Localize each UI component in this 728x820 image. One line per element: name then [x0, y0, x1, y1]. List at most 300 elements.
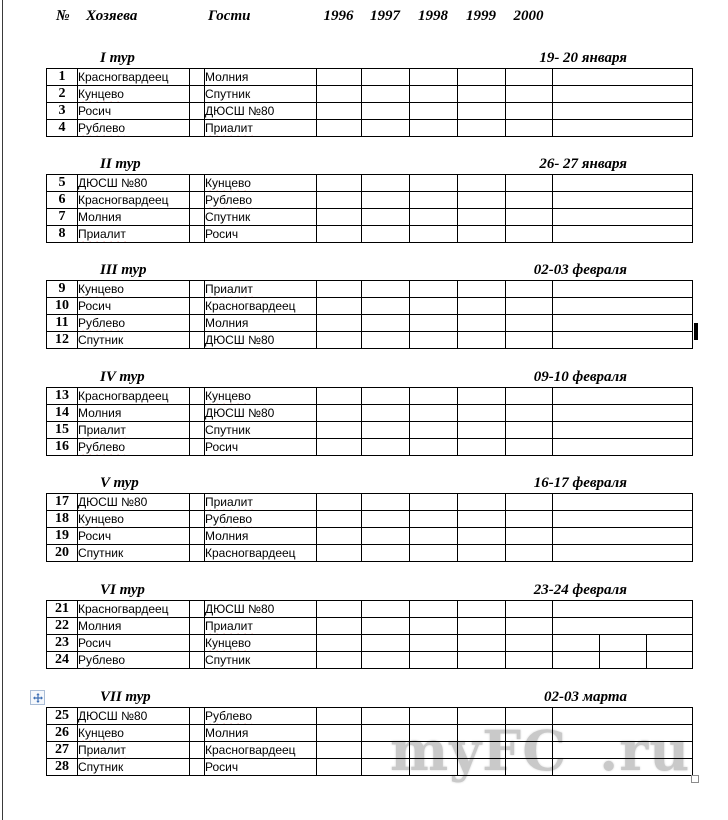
match-number[interactable]: 21 [47, 601, 78, 618]
guest-team-cell[interactable] [205, 103, 317, 120]
result-cell[interactable] [506, 388, 553, 405]
result-cell[interactable] [317, 175, 362, 192]
spacer-cell[interactable] [190, 209, 205, 226]
guest-team-cell[interactable] [205, 209, 317, 226]
guest-team-cell[interactable] [205, 439, 317, 456]
header-year-2000: 2000 [513, 8, 544, 24]
host-team-cell[interactable] [78, 618, 190, 635]
result-cell[interactable] [362, 511, 410, 528]
result-cell[interactable] [317, 511, 362, 528]
host-team-cell[interactable] [78, 226, 190, 243]
result-cell[interactable] [600, 652, 647, 669]
match-number[interactable]: 13 [47, 388, 78, 405]
result-cell[interactable] [506, 494, 553, 511]
guest-team-cell[interactable] [205, 226, 317, 243]
result-cell[interactable] [362, 298, 410, 315]
host-team-cell[interactable] [78, 315, 190, 332]
result-cell[interactable] [362, 388, 410, 405]
notes-cell[interactable] [553, 315, 693, 332]
host-team-cell[interactable] [78, 69, 190, 86]
result-cell[interactable] [506, 439, 553, 456]
result-cell[interactable] [458, 405, 506, 422]
spacer-cell[interactable] [190, 511, 205, 528]
guest-team-cell[interactable] [205, 175, 317, 192]
host-team-cell[interactable] [78, 298, 190, 315]
result-cell[interactable] [506, 601, 553, 618]
match-number[interactable]: 17 [47, 494, 78, 511]
match-number[interactable]: 26 [47, 725, 78, 742]
result-cell[interactable] [600, 635, 647, 652]
result-cell[interactable] [362, 332, 410, 349]
result-cell[interactable] [458, 494, 506, 511]
spacer-cell[interactable] [190, 742, 205, 759]
result-cell[interactable] [410, 192, 458, 209]
spacer-cell[interactable] [190, 388, 205, 405]
guest-team-cell[interactable] [205, 332, 317, 349]
result-cell[interactable] [506, 226, 553, 243]
result-cell[interactable] [458, 69, 506, 86]
guest-team-cell[interactable] [205, 281, 317, 298]
result-cell[interactable] [317, 601, 362, 618]
guest-team-cell[interactable] [205, 601, 317, 618]
result-cell[interactable] [506, 528, 553, 545]
result-cell[interactable] [317, 69, 362, 86]
result-cell[interactable] [410, 298, 458, 315]
notes-cell[interactable] [553, 103, 693, 120]
result-cell[interactable] [410, 226, 458, 243]
result-cell[interactable] [362, 281, 410, 298]
host-team-cell[interactable] [78, 439, 190, 456]
result-cell[interactable] [317, 545, 362, 562]
result-cell[interactable] [410, 69, 458, 86]
result-cell[interactable] [410, 388, 458, 405]
result-cell[interactable] [317, 120, 362, 137]
match-number[interactable]: 7 [47, 209, 78, 226]
guest-team-cell[interactable] [205, 618, 317, 635]
result-cell[interactable] [458, 86, 506, 103]
notes-cell[interactable] [553, 528, 693, 545]
result-cell[interactable] [410, 528, 458, 545]
result-cell[interactable] [458, 652, 506, 669]
result-cell[interactable] [410, 601, 458, 618]
match-number[interactable]: 23 [47, 635, 78, 652]
notes-cell[interactable] [553, 405, 693, 422]
result-cell[interactable] [410, 332, 458, 349]
notes-cell[interactable] [553, 388, 693, 405]
result-cell[interactable] [458, 103, 506, 120]
match-number[interactable]: 9 [47, 281, 78, 298]
result-cell[interactable] [362, 120, 410, 137]
spacer-cell[interactable] [190, 759, 205, 776]
notes-cell[interactable] [553, 439, 693, 456]
notes-cell[interactable] [553, 511, 693, 528]
result-cell[interactable] [317, 618, 362, 635]
result-cell[interactable] [410, 175, 458, 192]
host-team-cell[interactable] [78, 422, 190, 439]
match-number[interactable]: 15 [47, 422, 78, 439]
spacer-cell[interactable] [190, 120, 205, 137]
match-number[interactable]: 18 [47, 511, 78, 528]
result-cell[interactable] [458, 545, 506, 562]
match-number[interactable]: 2 [47, 86, 78, 103]
result-cell[interactable] [410, 618, 458, 635]
notes-cell[interactable] [553, 601, 693, 618]
result-cell[interactable] [506, 708, 553, 725]
result-cell[interactable] [506, 511, 553, 528]
notes-cell[interactable] [553, 545, 693, 562]
result-cell[interactable] [362, 652, 410, 669]
result-cell[interactable] [317, 528, 362, 545]
result-cell[interactable] [362, 175, 410, 192]
result-cell[interactable] [458, 226, 506, 243]
result-cell[interactable] [362, 315, 410, 332]
result-cell[interactable] [410, 405, 458, 422]
host-team-cell[interactable] [78, 86, 190, 103]
result-cell[interactable] [458, 175, 506, 192]
spacer-cell[interactable] [190, 332, 205, 349]
result-cell[interactable] [410, 103, 458, 120]
result-cell[interactable] [458, 332, 506, 349]
result-cell[interactable] [362, 494, 410, 511]
result-cell[interactable] [458, 298, 506, 315]
host-team-cell[interactable] [78, 209, 190, 226]
result-cell[interactable] [647, 635, 693, 652]
result-cell[interactable] [317, 422, 362, 439]
guest-team-cell[interactable] [205, 725, 317, 742]
result-cell[interactable] [506, 192, 553, 209]
result-cell[interactable] [317, 494, 362, 511]
guest-team-cell[interactable] [205, 315, 317, 332]
result-cell[interactable] [458, 528, 506, 545]
result-cell[interactable] [458, 120, 506, 137]
guest-team-cell[interactable] [205, 511, 317, 528]
result-cell[interactable] [506, 742, 553, 759]
result-cell[interactable] [647, 652, 693, 669]
result-cell[interactable] [362, 69, 410, 86]
result-cell[interactable] [362, 422, 410, 439]
spacer-cell[interactable] [190, 422, 205, 439]
host-team-cell[interactable] [78, 192, 190, 209]
result-cell[interactable] [362, 439, 410, 456]
result-cell[interactable] [317, 298, 362, 315]
result-cell[interactable] [506, 618, 553, 635]
result-cell[interactable] [458, 742, 506, 759]
guest-team-cell[interactable] [205, 759, 317, 776]
notes-cell[interactable] [553, 298, 693, 315]
match-number[interactable]: 25 [47, 708, 78, 725]
guest-team-cell[interactable] [205, 120, 317, 137]
result-cell[interactable] [410, 545, 458, 562]
notes-cell[interactable] [553, 332, 693, 349]
notes-cell[interactable] [553, 759, 693, 776]
guest-team-cell[interactable] [205, 298, 317, 315]
result-cell[interactable] [317, 708, 362, 725]
host-team-cell[interactable] [78, 281, 190, 298]
result-cell[interactable] [317, 332, 362, 349]
result-cell[interactable] [506, 725, 553, 742]
host-team-cell[interactable] [78, 405, 190, 422]
notes-cell[interactable] [553, 725, 693, 742]
result-cell[interactable] [506, 405, 553, 422]
guest-team-name: ДЮСШ №80 [205, 602, 275, 616]
result-cell[interactable] [458, 635, 506, 652]
result-cell[interactable] [362, 226, 410, 243]
host-team-cell[interactable] [78, 494, 190, 511]
guest-team-cell[interactable] [205, 192, 317, 209]
spacer-cell[interactable] [190, 601, 205, 618]
result-cell[interactable] [317, 759, 362, 776]
result-cell[interactable] [317, 725, 362, 742]
spacer-cell[interactable] [190, 635, 205, 652]
result-cell[interactable] [506, 175, 553, 192]
match-number[interactable]: 3 [47, 103, 78, 120]
spacer-cell[interactable] [190, 175, 205, 192]
notes-cell[interactable] [553, 422, 693, 439]
notes-cell[interactable] [553, 175, 693, 192]
host-team-cell[interactable] [78, 708, 190, 725]
host-team-cell[interactable] [78, 601, 190, 618]
spacer-cell[interactable] [190, 405, 205, 422]
result-cell[interactable] [410, 635, 458, 652]
match-row [47, 192, 693, 209]
result-cell[interactable] [317, 86, 362, 103]
host-team-cell[interactable] [78, 511, 190, 528]
result-cell[interactable] [362, 725, 410, 742]
result-cell[interactable] [458, 725, 506, 742]
match-number[interactable]: 24 [47, 652, 78, 669]
match-number[interactable]: 12 [47, 332, 78, 349]
match-number[interactable]: 1 [47, 69, 78, 86]
result-cell[interactable] [458, 388, 506, 405]
result-cell[interactable] [458, 759, 506, 776]
match-number[interactable]: 20 [47, 545, 78, 562]
result-cell[interactable] [506, 422, 553, 439]
host-team-cell[interactable] [78, 759, 190, 776]
result-cell[interactable] [458, 511, 506, 528]
host-team-cell[interactable] [78, 652, 190, 669]
match-number[interactable]: 8 [47, 226, 78, 243]
result-cell[interactable] [458, 422, 506, 439]
table-move-handle-icon[interactable] [30, 690, 45, 705]
result-cell[interactable] [458, 439, 506, 456]
host-team-cell[interactable] [78, 175, 190, 192]
result-cell[interactable] [362, 742, 410, 759]
host-team-cell[interactable] [78, 388, 190, 405]
result-cell[interactable] [317, 281, 362, 298]
result-cell[interactable] [317, 742, 362, 759]
result-cell[interactable] [506, 652, 553, 669]
spacer-cell[interactable] [190, 725, 205, 742]
host-team-cell[interactable] [78, 103, 190, 120]
match-row [47, 86, 693, 103]
guest-team-cell[interactable] [205, 652, 317, 669]
notes-cell[interactable] [553, 742, 693, 759]
guest-team-name: Спутник [205, 653, 251, 667]
match-number[interactable]: 28 [47, 759, 78, 776]
result-cell[interactable] [458, 209, 506, 226]
notes-cell[interactable] [553, 281, 693, 298]
guest-team-cell[interactable] [205, 635, 317, 652]
guest-team-name: ДЮСШ №80 [205, 104, 275, 118]
spacer-cell[interactable] [190, 226, 205, 243]
match-number[interactable]: 6 [47, 192, 78, 209]
result-cell[interactable] [362, 528, 410, 545]
result-cell[interactable] [410, 120, 458, 137]
match-number[interactable]: 16 [47, 439, 78, 456]
guest-team-cell[interactable] [205, 422, 317, 439]
result-cell[interactable] [362, 192, 410, 209]
result-cell[interactable] [410, 281, 458, 298]
result-cell[interactable] [317, 652, 362, 669]
result-cell[interactable] [506, 281, 553, 298]
header-year-1997: 1997 [370, 8, 400, 24]
result-cell[interactable] [362, 86, 410, 103]
match-number[interactable]: 10 [47, 298, 78, 315]
result-cell[interactable] [458, 281, 506, 298]
result-cell[interactable] [553, 652, 600, 669]
guest-team-cell[interactable] [205, 494, 317, 511]
spacer-cell[interactable] [190, 439, 205, 456]
notes-cell[interactable] [553, 708, 693, 725]
result-cell[interactable] [553, 635, 600, 652]
result-cell[interactable] [410, 652, 458, 669]
spacer-cell[interactable] [190, 528, 205, 545]
result-cell[interactable] [506, 635, 553, 652]
host-team-cell[interactable] [78, 742, 190, 759]
host-team-cell[interactable] [78, 120, 190, 137]
result-cell[interactable] [317, 405, 362, 422]
result-cell[interactable] [317, 439, 362, 456]
spacer-cell[interactable] [190, 652, 205, 669]
result-cell[interactable] [317, 315, 362, 332]
match-number[interactable]: 14 [47, 405, 78, 422]
result-cell[interactable] [362, 708, 410, 725]
match-number[interactable]: 11 [47, 315, 78, 332]
result-cell[interactable] [362, 635, 410, 652]
result-cell[interactable] [458, 618, 506, 635]
spacer-cell[interactable] [190, 298, 205, 315]
result-cell[interactable] [362, 618, 410, 635]
guest-team-cell[interactable] [205, 405, 317, 422]
result-cell[interactable] [410, 439, 458, 456]
result-cell[interactable] [362, 103, 410, 120]
notes-cell[interactable] [553, 192, 693, 209]
match-number[interactable]: 27 [47, 742, 78, 759]
match-number[interactable]: 19 [47, 528, 78, 545]
result-cell[interactable] [317, 103, 362, 120]
guest-team-name: Приалит [205, 619, 253, 633]
match-row [47, 103, 693, 120]
spacer-cell[interactable] [190, 103, 205, 120]
table-resize-handle[interactable] [691, 775, 699, 783]
result-cell[interactable] [458, 315, 506, 332]
notes-cell[interactable] [553, 69, 693, 86]
host-team-cell[interactable] [78, 332, 190, 349]
spacer-cell[interactable] [190, 545, 205, 562]
guest-team-cell[interactable] [205, 86, 317, 103]
result-cell[interactable] [362, 601, 410, 618]
notes-cell[interactable] [553, 209, 693, 226]
result-cell[interactable] [410, 511, 458, 528]
result-cell[interactable] [458, 601, 506, 618]
result-cell[interactable] [506, 86, 553, 103]
guest-team-name: Кунцево [205, 389, 251, 403]
spacer-cell[interactable] [190, 618, 205, 635]
spacer-cell[interactable] [190, 281, 205, 298]
result-cell[interactable] [317, 192, 362, 209]
result-cell[interactable] [506, 545, 553, 562]
round-section-1 [0, 50, 728, 142]
result-cell[interactable] [317, 388, 362, 405]
guest-team-cell[interactable] [205, 742, 317, 759]
result-cell[interactable] [410, 742, 458, 759]
result-cell[interactable] [506, 120, 553, 137]
match-number[interactable]: 22 [47, 618, 78, 635]
result-cell[interactable] [362, 209, 410, 226]
spacer-cell[interactable] [190, 192, 205, 209]
guest-team-cell[interactable] [205, 388, 317, 405]
guest-team-cell[interactable] [205, 545, 317, 562]
result-cell[interactable] [362, 545, 410, 562]
spacer-cell[interactable] [190, 494, 205, 511]
result-cell[interactable] [506, 298, 553, 315]
match-number[interactable]: 5 [47, 175, 78, 192]
spacer-cell[interactable] [190, 315, 205, 332]
result-cell[interactable] [362, 759, 410, 776]
notes-cell[interactable] [553, 618, 693, 635]
result-cell[interactable] [410, 494, 458, 511]
result-cell[interactable] [410, 422, 458, 439]
guest-team-cell[interactable] [205, 69, 317, 86]
notes-cell[interactable] [553, 86, 693, 103]
notes-cell[interactable] [553, 226, 693, 243]
result-cell[interactable] [506, 209, 553, 226]
spacer-cell[interactable] [190, 708, 205, 725]
spacer-cell[interactable] [190, 69, 205, 86]
result-cell[interactable] [317, 635, 362, 652]
guest-team-cell[interactable] [205, 528, 317, 545]
result-cell[interactable] [317, 226, 362, 243]
result-cell[interactable] [410, 759, 458, 776]
result-cell[interactable] [410, 209, 458, 226]
host-team-cell[interactable] [78, 635, 190, 652]
result-cell[interactable] [410, 708, 458, 725]
match-number[interactable]: 4 [47, 120, 78, 137]
host-team-name: ДЮСШ №80 [78, 709, 148, 723]
result-cell[interactable] [506, 103, 553, 120]
result-cell[interactable] [317, 209, 362, 226]
result-cell[interactable] [506, 759, 553, 776]
result-cell[interactable] [506, 332, 553, 349]
result-cell[interactable] [362, 405, 410, 422]
result-cell[interactable] [458, 192, 506, 209]
host-team-cell[interactable] [78, 725, 190, 742]
host-team-cell[interactable] [78, 545, 190, 562]
round-section-4 [0, 369, 728, 461]
result-cell[interactable] [506, 315, 553, 332]
match-row [47, 618, 693, 635]
guest-team-cell[interactable] [205, 708, 317, 725]
notes-cell[interactable] [553, 494, 693, 511]
result-cell[interactable] [410, 86, 458, 103]
host-team-cell[interactable] [78, 528, 190, 545]
notes-cell[interactable] [553, 120, 693, 137]
result-cell[interactable] [410, 725, 458, 742]
result-cell[interactable] [506, 69, 553, 86]
result-cell[interactable] [410, 315, 458, 332]
spacer-cell[interactable] [190, 86, 205, 103]
result-cell[interactable] [458, 708, 506, 725]
